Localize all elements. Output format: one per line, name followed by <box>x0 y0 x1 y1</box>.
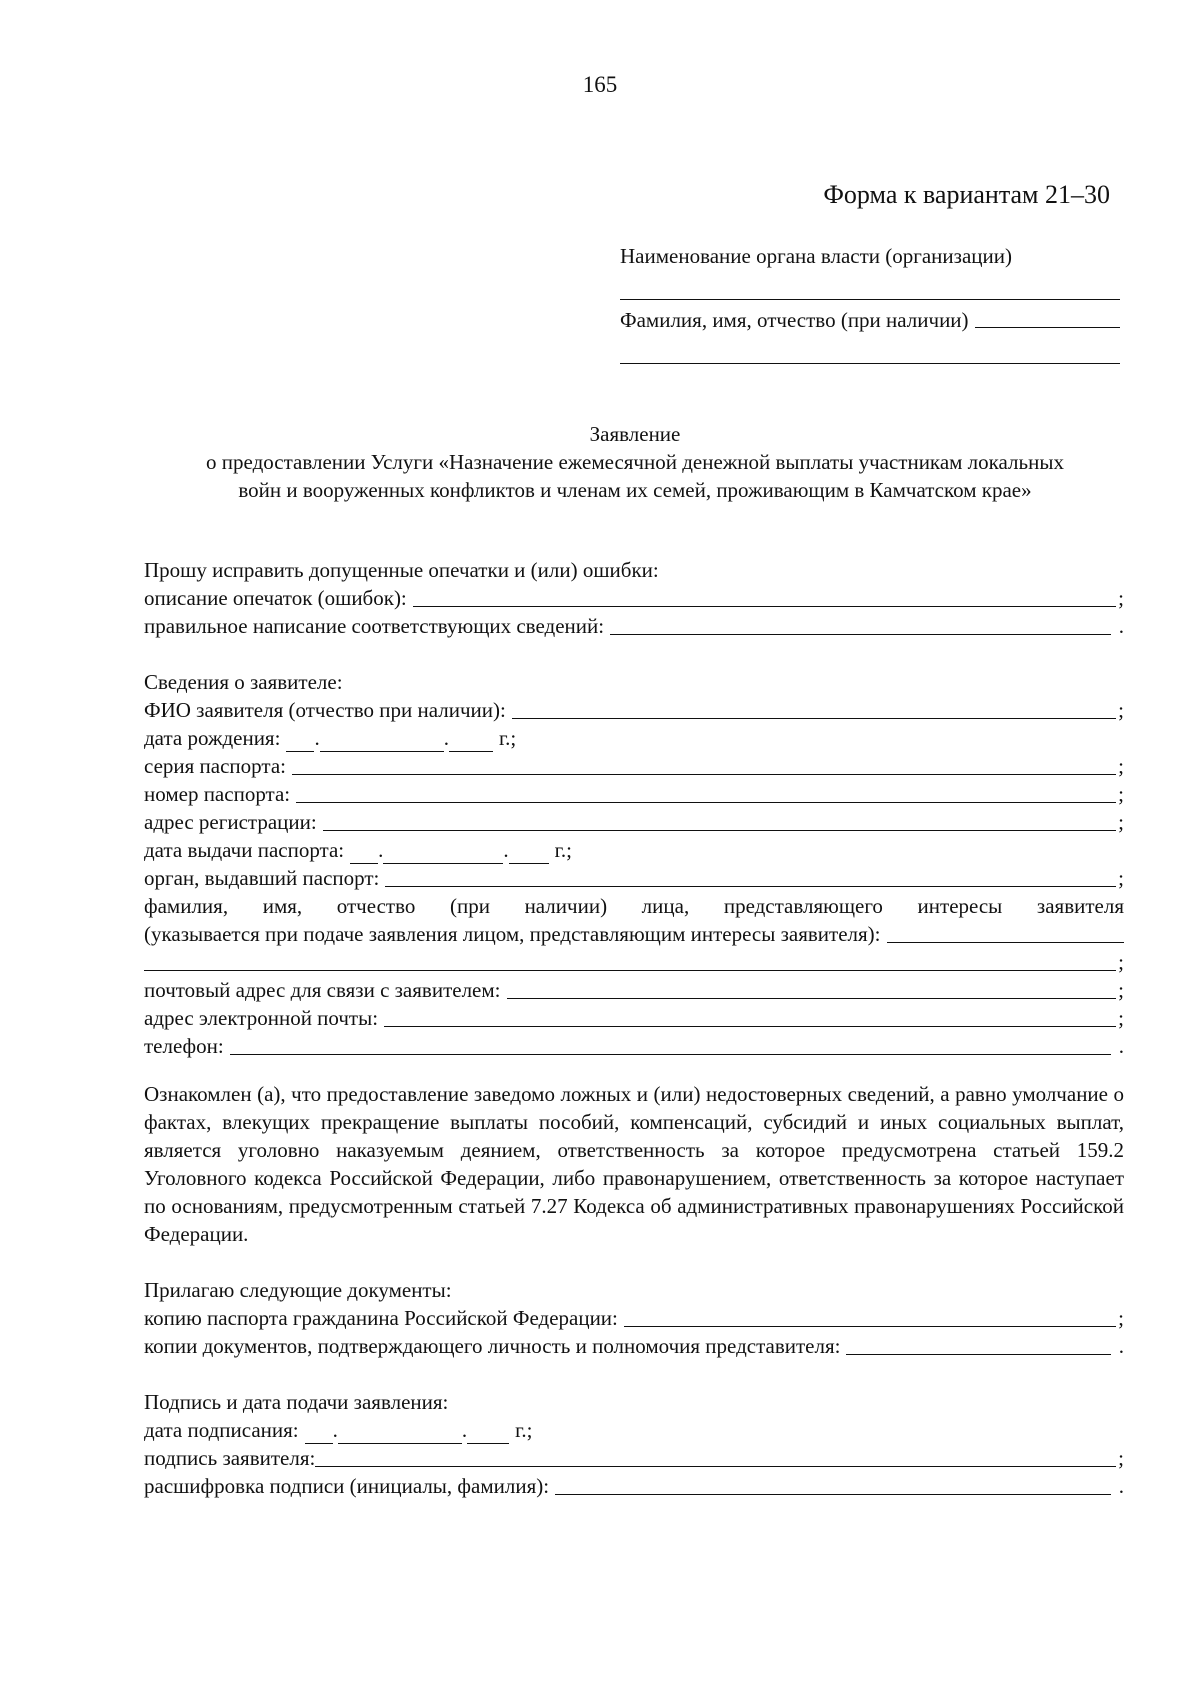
description-label: описание опечаток (ошибок): <box>144 586 407 610</box>
postal-label: почтовый адрес для связи с заявителем: <box>144 978 501 1002</box>
documents-header: Прилагаю следующие документы: <box>144 1278 452 1302</box>
issuer-field[interactable] <box>385 886 1116 887</box>
org-field[interactable] <box>620 269 1120 300</box>
semicolon: ; <box>1118 698 1124 722</box>
birth-day-field[interactable] <box>286 733 314 752</box>
year-suffix: г.; <box>515 1418 533 1442</box>
semicolon: ; <box>1118 978 1124 1002</box>
fio-field-short[interactable] <box>975 327 1120 328</box>
address-label: адрес регистрации: <box>144 810 317 834</box>
applicant-header: Сведения о заявителе: <box>144 670 343 694</box>
semicolon: ; <box>1118 810 1124 834</box>
passport-month-field[interactable] <box>383 845 503 864</box>
passport-day-field[interactable] <box>350 845 378 864</box>
semicolon: ; <box>1118 1306 1124 1330</box>
correct-field[interactable] <box>610 634 1111 635</box>
passport-series-field[interactable] <box>292 774 1116 775</box>
passport-year-field[interactable] <box>509 845 549 864</box>
fio-field[interactable] <box>620 333 1120 364</box>
addressee-block <box>620 244 1120 364</box>
documents-section <box>144 1276 1124 1360</box>
passport-date-label: дата выдачи паспорта: <box>144 838 345 862</box>
representative-field[interactable] <box>144 970 1116 971</box>
signature-section <box>144 1388 1124 1500</box>
phone-label: телефон: <box>144 1034 224 1058</box>
semicolon: ; <box>1118 950 1124 974</box>
year-suffix: г.; <box>498 726 517 750</box>
passport-number-field[interactable] <box>296 802 1116 803</box>
birth-month-field[interactable] <box>320 733 444 752</box>
dot: . <box>332 1418 338 1442</box>
birth-year-field[interactable] <box>449 733 493 752</box>
period: . <box>1118 1474 1124 1498</box>
address-field[interactable] <box>323 830 1116 831</box>
document-subtitle: о предоставлении Услуги «Назначение ежемесячной денежной выплаты участникам локальных войн и вооруженных конфликтов и членам их семей, проживающим в Камчатском крае» <box>206 450 1064 502</box>
sign-month-field[interactable] <box>338 1425 462 1444</box>
applicant-fio-field[interactable] <box>512 718 1116 719</box>
sign-year-field[interactable] <box>467 1425 509 1444</box>
birth-label: дата рождения: <box>144 726 281 750</box>
semicolon: ; <box>1118 1006 1124 1030</box>
semicolon: ; <box>1118 782 1124 806</box>
signature-field[interactable] <box>315 1466 1116 1467</box>
period: . <box>1118 614 1124 638</box>
dot: . <box>443 726 449 750</box>
dot: . <box>314 726 320 750</box>
signature-label: подпись заявителя: <box>144 1446 316 1470</box>
passport-copy-label: копию паспорта гражданина Российской Федерации: <box>144 1306 618 1330</box>
period: . <box>1118 1334 1124 1358</box>
applicant-section <box>144 668 1124 1060</box>
sign-day-field[interactable] <box>305 1425 333 1444</box>
form-title: Форма к вариантам 21–30 <box>823 180 1110 209</box>
dot: . <box>503 838 509 862</box>
semicolon: ; <box>1118 754 1124 778</box>
issuer-label: орган, выдавший паспорт: <box>144 866 380 890</box>
document-title: Заявление <box>589 422 681 446</box>
fio-label: Фамилия, имя, отчество (при наличии) <box>620 308 969 332</box>
representative-line2: (указывается при подаче заявления лицом, представляющим интересы заявителя): <box>144 922 881 946</box>
semicolon: ; <box>1118 866 1124 890</box>
description-field[interactable] <box>413 606 1116 607</box>
dot: . <box>378 838 384 862</box>
period: . <box>1118 1034 1124 1058</box>
representative-line1: фамилия, имя, отчество (при наличии) лица, представляющего интересы заявителя <box>144 894 1124 918</box>
applicant-fio-label: ФИО заявителя (отчество при наличии): <box>144 698 506 722</box>
passport-copy-field[interactable] <box>624 1326 1116 1327</box>
dot: . <box>461 1418 468 1442</box>
passport-number-label: номер паспорта: <box>144 782 291 806</box>
signature-header: Подпись и дата подачи заявления: <box>144 1390 449 1414</box>
passport-series-label: серия паспорта: <box>144 754 286 778</box>
page-number: 165 <box>582 72 618 97</box>
document-heading <box>150 420 1120 504</box>
email-label: адрес электронной почты: <box>144 1006 379 1030</box>
postal-field[interactable] <box>507 998 1117 999</box>
decode-field[interactable] <box>555 1494 1111 1495</box>
semicolon: ; <box>1118 586 1124 610</box>
correct-label: правильное написание соответствующих сведений: <box>144 614 605 638</box>
sign-date-label: дата подписания: <box>144 1418 299 1442</box>
year-suffix: г.; <box>554 838 572 862</box>
semicolon: ; <box>1118 1446 1124 1470</box>
email-field[interactable] <box>384 1026 1116 1027</box>
phone-field[interactable] <box>230 1054 1111 1055</box>
corrections-intro: Прошу исправить допущенные опечатки и (или) ошибки: <box>144 558 659 582</box>
decode-label: расшифровка подписи (инициалы, фамилия): <box>144 1474 550 1498</box>
representative-docs-field[interactable] <box>846 1354 1110 1355</box>
representative-docs-label: копии документов, подтверждающего личность и полномочия представителя: <box>144 1334 841 1358</box>
notice-paragraph: Ознакомлен (а), что предоставление заведомо ложных и (или) недостоверных сведений, а равно умолчание о фактах, влекущих прекращение выплаты пособий, компенсаций, субсидий и иных социальных выплат, является уголовно наказуемым деянием, ответственность за которое предусмотрена статьей 159.2 Уголовного кодекса Российской Федерации, либо правонарушением, ответственность за которое наступает по основаниям, предусмотренным статьей 7.27 Кодекса об административных правонарушениях Российской Федерации. <box>144 1082 1124 1246</box>
org-label: Наименование органа власти (организации) <box>620 244 1012 268</box>
representative-field-short[interactable] <box>887 942 1125 943</box>
corrections-section <box>144 556 1124 640</box>
